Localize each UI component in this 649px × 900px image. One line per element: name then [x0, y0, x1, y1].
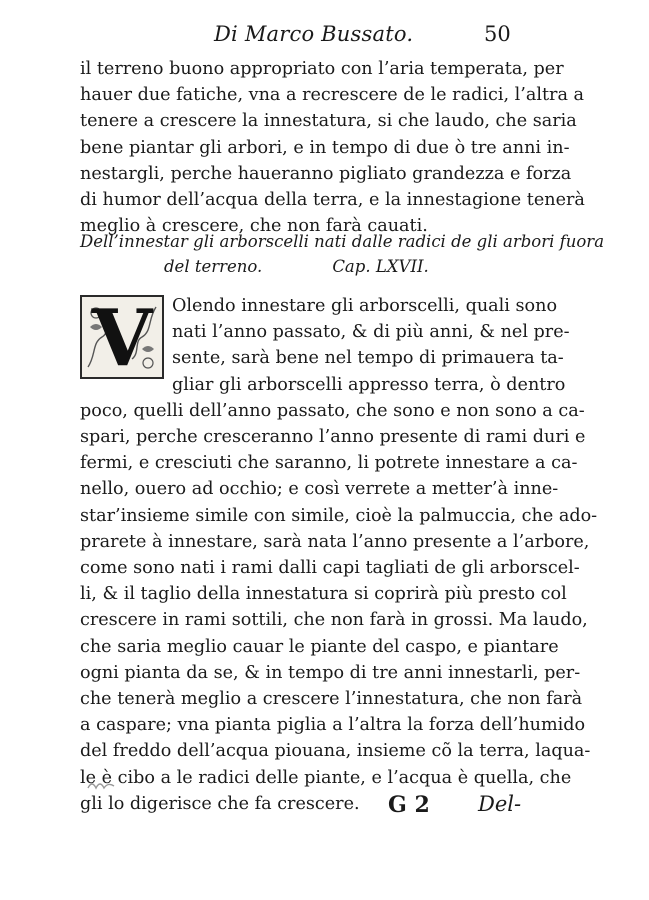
chapter-heading — [80, 229, 605, 279]
text-line: che saria meglio cauar le piante del caspo, e piantare — [80, 636, 559, 657]
text-line: tenere a crescere la innestatura, si che laudo, che saria — [80, 111, 577, 132]
chapter-heading-line — [80, 254, 544, 279]
running-title: Di Marco Bussato. — [214, 22, 414, 46]
paragraph-body — [80, 293, 598, 817]
text-line: nestargli, perche haueranno pigliato grandezza e forza — [80, 163, 572, 184]
text-line: hauer due fatiche, vna a recrescere de le radici, l’altra a — [80, 85, 585, 106]
text-line: crescere in rami sottili, che non farà in grossi. Ma laudo, — [80, 610, 588, 631]
signature-mark: G 2 — [388, 792, 430, 818]
text-line: gliar gli arborscelli appresso terra, ò dentro — [172, 374, 566, 395]
text-line: le è cibo a le radici delle piante, e l’acqua è quella, che — [80, 767, 572, 788]
text-line: del freddo dell’acqua piouana, insieme cõ la terra, laqua- — [80, 741, 591, 762]
text-line: prarete à innestare, sarà nata l’anno presente a l’arbore, — [80, 531, 590, 552]
text-line: a caspare; vna pianta piglia a l’altra la forza dell’humido — [80, 715, 586, 736]
text-line: poco, quelli dell’anno passato, che sono e non sono a ca- — [80, 400, 585, 421]
ink-smudge-icon — [86, 776, 116, 794]
text-line: fermi, e cresciuti che saranno, li potrete innestare a ca- — [80, 453, 578, 474]
text-line: bene piantar gli arbori, e in tempo di due ò tre anni in- — [80, 137, 570, 158]
text-line: sente, sarà bene nel tempo di primauera ta- — [172, 348, 564, 369]
chapter-number: Cap. LXVII. — [332, 257, 429, 276]
text-line: ogni pianta da se, & in tempo di tre anni innestarli, per- — [80, 662, 581, 683]
text-line: li, & il taglio della innestatura si coprirà più presto col — [80, 584, 567, 605]
text-line: di humor dell’acqua della terra, e la innestagione tenerà — [80, 190, 585, 211]
text-line: meglio à crescere, che non farà cauati. — [80, 216, 428, 237]
catchword: Del- — [478, 792, 522, 816]
page-number: 50 — [484, 22, 511, 46]
text-line: Olendo innestare gli arborscelli, quali sono — [172, 296, 558, 316]
text-line: nello, ouero ad occhio; e così verrete a metter’à inne- — [80, 479, 559, 500]
chapter-heading-line: Dell’innestar gli arborscelli nati dalle radici de gli arbori fuora — [80, 232, 605, 251]
text-line: che tenerà meglio a crescere l’innestatura, che non farà — [80, 689, 583, 710]
text-line: il terreno buono appropriato con l’aria temperata, per — [80, 59, 564, 79]
initial-letter: V — [91, 293, 153, 384]
text-line: gli lo digerisce che fa crescere. — [80, 793, 360, 814]
text-line: nati l’anno passato, & di più anni, & nel pre- — [172, 322, 570, 343]
paragraph-continuation — [80, 56, 585, 239]
chapter-heading-text: del terreno. — [164, 257, 263, 276]
text-line: come sono nati i rami dalli capi tagliati de gli arborscel- — [80, 558, 580, 579]
text-line: star’insieme simile con simile, cioè la palmuccia, che ado- — [80, 505, 598, 526]
text-line: spari, perche cresceranno l’anno presente di rami duri e — [80, 427, 586, 448]
